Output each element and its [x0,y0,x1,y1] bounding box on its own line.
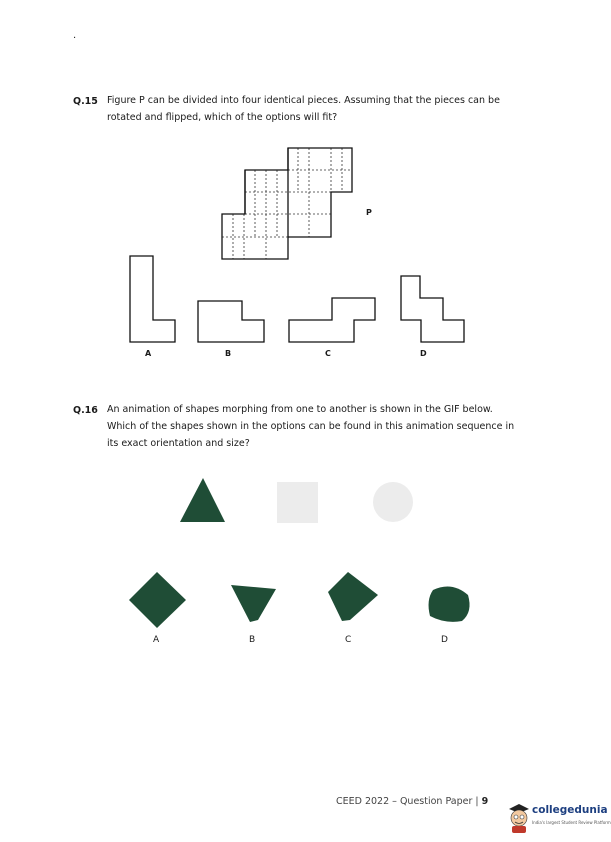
figure-p-outline [222,148,352,259]
q15-option-c-shape [289,298,375,342]
question-16-number: Q.16 [73,405,98,416]
mascot-icon [506,800,532,834]
page-footer [336,796,488,807]
page-number: 9 [481,796,489,807]
q15-option-d-shape [401,276,464,342]
stray-mark: . [73,30,77,41]
sequence-triangle [180,478,225,522]
q16-option-b-label: B [249,635,256,645]
footer-separator: | [475,796,482,807]
q15-option-a-label: A [145,349,152,358]
question-16-line-3: its exact orientation and size? [107,438,250,449]
figure-p-label: P [366,208,372,217]
figure-p-grid [222,148,352,259]
q16-option-a-shape [129,572,186,628]
collegedunia-logo [506,800,611,834]
brand-name: collegedunia [532,804,608,816]
q15-option-d-label: D [420,349,427,358]
q15-option-a-shape [130,256,175,342]
question-15-line-1: Figure P can be divided into four identical pieces. Assuming that the pieces can be [107,95,500,106]
q15-option-b-label: B [225,349,232,358]
sequence-circle-faded [373,482,413,522]
q16-option-b-shape [231,585,276,622]
brand-tagline: India's largest Student Review Platform [532,820,611,825]
footer-title: CEED 2022 – Question Paper [336,796,473,807]
q16-option-d-shape [429,586,470,621]
question-16-text [107,401,547,452]
sequence-square-faded [277,482,318,523]
q16-option-a-label: A [153,635,160,645]
q16-option-d-label: D [441,635,448,645]
question-15-number: Q.15 [73,96,98,107]
question-15-line-2: rotated and flipped, which of the options will fit? [107,112,338,123]
q16-option-c-label: C [345,635,352,645]
q15-option-c-label: C [325,349,331,358]
question-16-line-2: Which of the shapes shown in the options can be found in this animation sequence in [107,421,515,432]
q15-option-b-shape [198,301,264,342]
q16-option-c-shape [328,572,378,621]
question-16-line-1: An animation of shapes morphing from one to another is shown in the GIF below. [107,404,493,415]
